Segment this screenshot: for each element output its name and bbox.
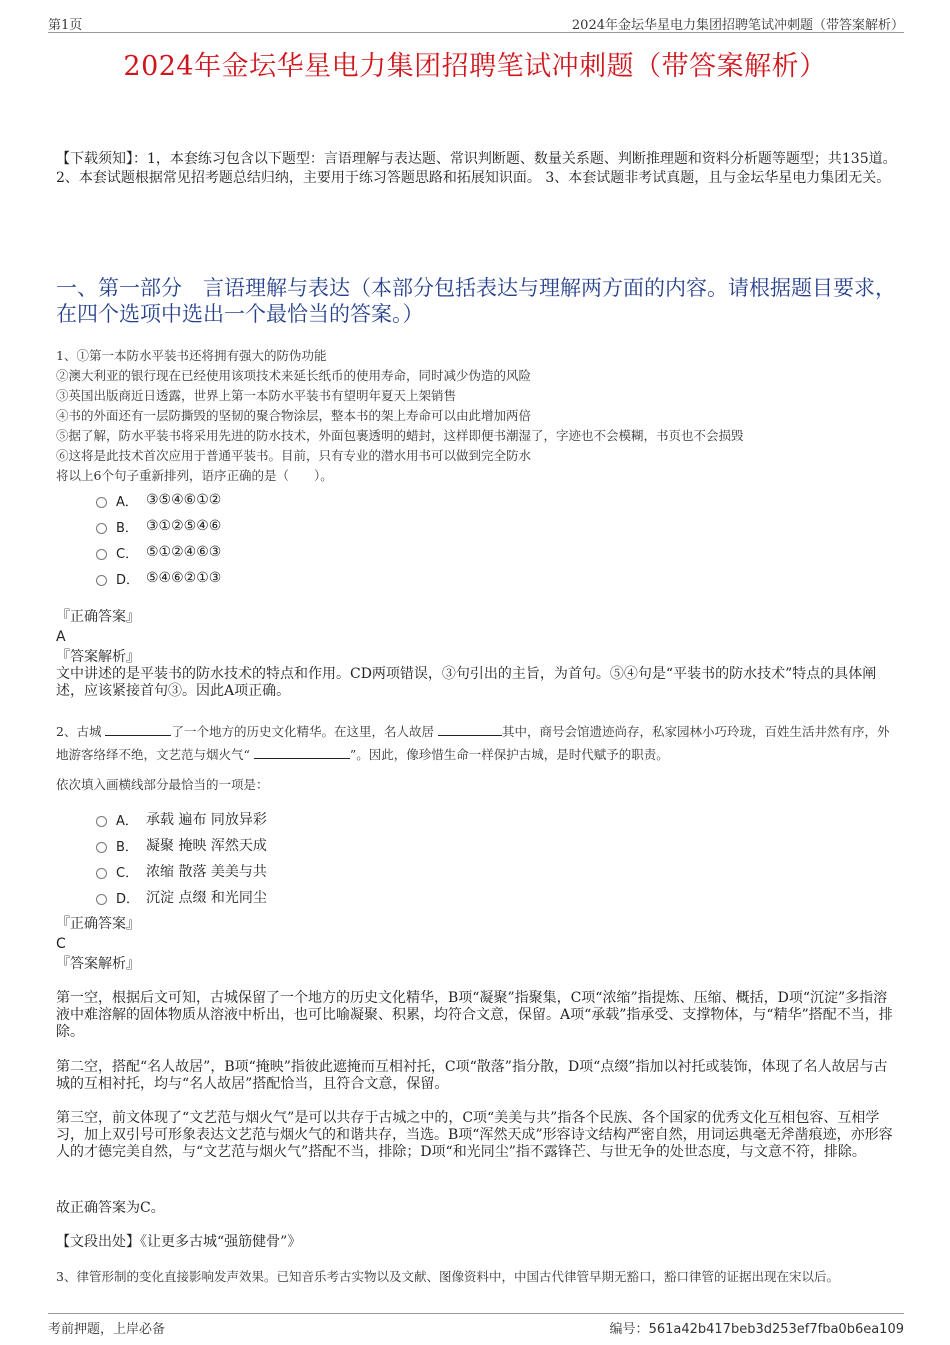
page-header (48, 12, 904, 33)
radio-icon[interactable] (96, 575, 107, 586)
q2-analysis-paragraph: 第一空，根据后文可知，古城保留了一个地方的历史文化精华，B项“凝聚”指聚集，C项“浓缩”指提炼、压缩、概括，D项“沉淀”多指溶液中难溶解的固体物质从溶液中析出，也可比喻凝聚、积累，均符合文意，保留。A项“承载”指承受、支撑物体，与“精华”搭配不当，排除。 (56, 990, 893, 1040)
radio-icon[interactable] (96, 497, 107, 508)
radio-icon[interactable] (96, 894, 107, 905)
q2-answer: C (56, 936, 66, 952)
q2-answer-label: 『正确答案』 (56, 916, 140, 932)
q1-option-c[interactable]: C． ⑤①②④⑥③ (96, 539, 221, 565)
q1-answer-block (56, 609, 898, 700)
question-2-stem: 2、古城 了一个地方的历史文化精华。在这里，名人故居 其中，商号会馆遗迹尚存，私家园林小巧玲珑，百姓生活井然有序，外地游客络绎不绝，文艺范与烟火气“ ”。因此，像珍惜生命一样保护古城，是时代赋予的职责。 (56, 724, 890, 762)
radio-icon[interactable] (96, 549, 107, 560)
radio-icon[interactable] (96, 868, 107, 879)
blank-1 (105, 722, 171, 736)
q1-line: ②澳大利亚的银行现在已经使用该项技术来延长纸币的使用寿命，同时减少伪造的风险 (56, 368, 532, 383)
question-1-stem (56, 346, 898, 486)
q2-option-a[interactable]: A． 承载 遍布 同放异彩 (96, 806, 267, 832)
q1-answer: A (56, 629, 66, 645)
question-2-options (96, 806, 267, 910)
q1-analysis-label: 『答案解析』 (56, 649, 140, 665)
q1-line: ④书的外面还有一层防撕毁的坚韧的聚合物涂层，整本书的架上寿命可以由此增加两倍 (56, 408, 532, 423)
q2-prompt: 依次填入画横线部分最恰当的一项是： (56, 777, 269, 792)
q1-line: 1、①第一本防水平装书还将拥有强大的防伪功能 (56, 348, 327, 363)
page-number: 第1页 (48, 18, 83, 33)
q2-option-b[interactable]: B． 凝聚 掩映 浑然天成 (96, 832, 267, 858)
footer-code: 编号：561a42b417beb3d253ef7fba0b6ea109 (609, 1322, 904, 1337)
q2-conclusion: 故正确答案为C。 (56, 1200, 165, 1216)
q1-line: ⑤据了解，防水平装书将采用先进的防水技术，外面包裹透明的蜡封，这样即便书潮湿了，字迹也不会模糊，书页也不会损毁 (56, 428, 744, 443)
blank-2 (438, 722, 502, 736)
page-footer (48, 1313, 904, 1336)
question-3-stem: 3、律管形制的变化直接影响发声效果。已知音乐考古实物以及文献、图像资料中，中国古代律管早期无豁口，豁口律管的证据出现在宋以后。 (56, 1269, 839, 1284)
q2-answer-block (56, 916, 898, 973)
q1-answer-label: 『正确答案』 (56, 609, 140, 625)
q2-option-d[interactable]: D． 沉淀 点缀 和光同尘 (96, 884, 267, 910)
document-title: 2024年金坛华星电力集团招聘笔试冲刺题（带答案解析） (123, 51, 827, 82)
q1-line: 将以上6个句子重新排列，语序正确的是（ ）。 (56, 468, 333, 483)
radio-icon[interactable] (96, 842, 107, 853)
q2-analysis-paragraph: 第三空，前文体现了“文艺范与烟火气”是可以共存于古城之中的，C项“美美与共”指各个民族、各个国家的优秀文化互相包容、互相学习，加上双引号可形象表达文艺范与烟火气的和谐共存，当选。B项“浑然天成”形容诗文结构严密自然，用词运典毫无斧凿痕迹，亦形容人的才德完美自然，与“文艺范与烟火气”搭配不当，排除；D项“和光同尘”指不露锋芒、与世无争的处世态度，与文意不符，排除。 (56, 1110, 893, 1160)
q2-source: 【文段出处】《让更多古城“强筋健骨”》 (56, 1234, 302, 1250)
header-doc-title: 2024年金坛华星电力集团招聘笔试冲刺题（带答案解析） (571, 18, 904, 33)
q1-option-a[interactable]: A． ③⑤④⑥①② (96, 487, 221, 513)
q2-option-c[interactable]: C． 浓缩 散落 美美与共 (96, 858, 267, 884)
q1-analysis: 文中讲述的是平装书的防水技术的特点和作用。CD两项错误，③句引出的主旨，为首句。⑤④句是“平装书的防水技术”特点的具体阐述，应该紧接首句③。因此A项正确。 (56, 666, 877, 699)
radio-icon[interactable] (96, 523, 107, 534)
section-heading: 一、第一部分 言语理解与表达（本部分包括表达与理解两方面的内容。请根据题目要求，在四个选项中选出一个最恰当的答案。） (56, 276, 896, 326)
blank-3 (254, 745, 350, 759)
q2-analysis-paragraph: 第二空，搭配“名人故居”，B项“掩映”指彼此遮掩而互相衬托，C项“散落”指分散，D项“点缀”指加以衬托或装饰，体现了名人故居与古城的互相衬托，均与“名人故居”搭配恰当，且符合文意，保留。 (56, 1059, 888, 1092)
footer-slogan: 考前押题，上岸必备 (48, 1322, 166, 1337)
question-1-options (96, 487, 221, 591)
download-notice: 【下载须知】：1，本套练习包含以下题型：言语理解与表达题、常识判断题、数量关系题、判断推理题和资料分析题等题型；共135道。 2、本套试题根据常见招考题总结归纳，主要用于练习答题思路和拓展知识面。 3、本套试题非考试真题，且与金坛华星电力集团无关。 (56, 151, 897, 186)
q2-analysis-label: 『答案解析』 (56, 956, 140, 972)
q1-option-d[interactable]: D． ⑤④⑥②①③ (96, 565, 221, 591)
q1-line: ⑥这将是此技术首次应用于普通平装书。目前，只有专业的潜水用书可以做到完全防水 (56, 448, 532, 463)
radio-icon[interactable] (96, 816, 107, 827)
q1-option-b[interactable]: B． ③①②⑤④⑥ (96, 513, 221, 539)
q1-line: ③英国出版商近日透露，世界上第一本防水平装书有望明年夏天上架销售 (56, 388, 457, 403)
